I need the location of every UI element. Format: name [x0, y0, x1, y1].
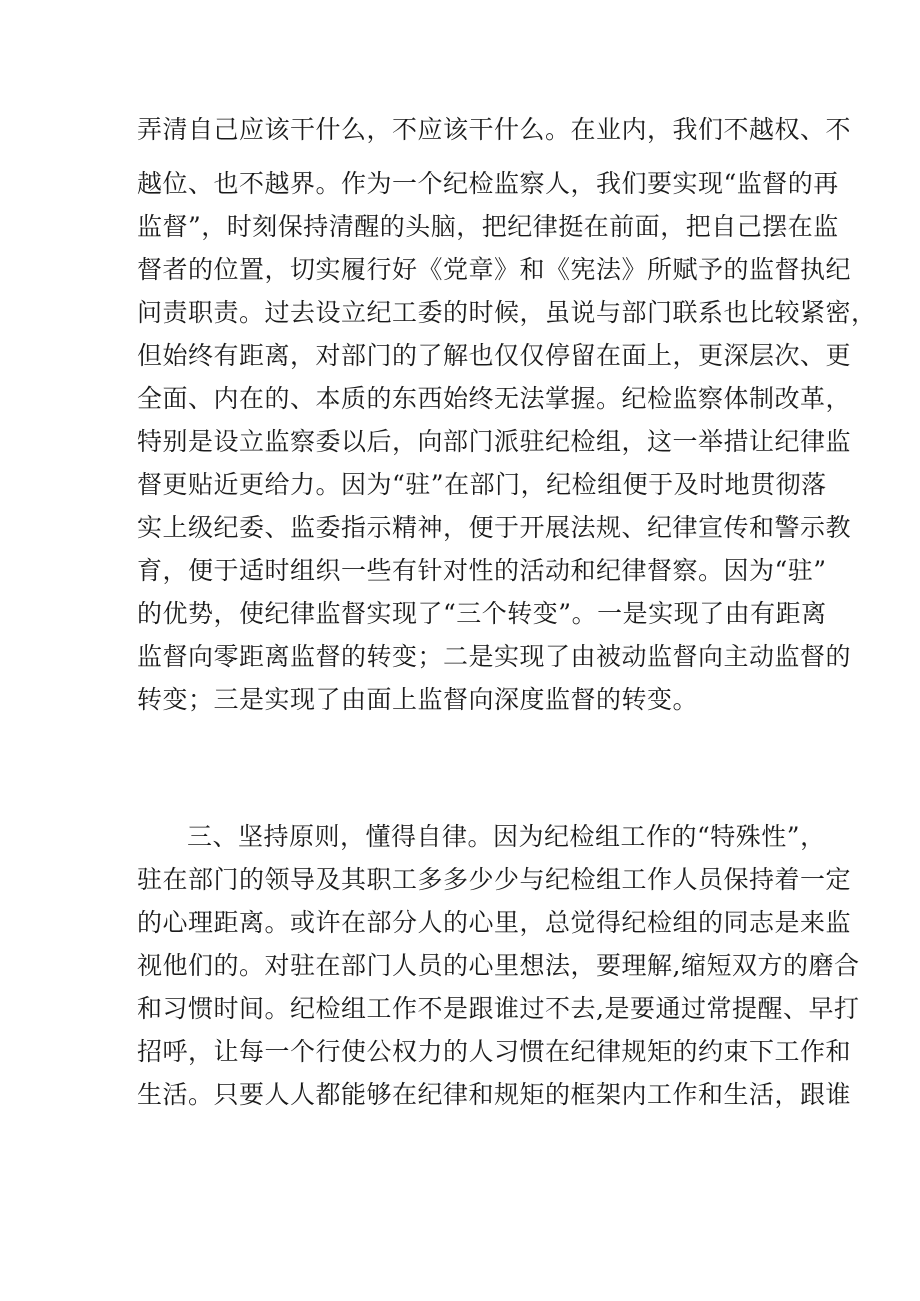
paragraph-2-line: 的心理距离。或许在部分人的心里，总觉得纪检组的同志是来监 — [137, 908, 852, 937]
paragraph-1-line: 弄清自己应该干什么，不应该干什么。在业内，我们不越权、不 — [137, 115, 852, 144]
paragraph-1-line: 督更贴近更给力。因为“驻”在部门，纪检组便于及时地贯彻落 — [137, 470, 827, 499]
paragraph-1-line: 特别是设立监察委以后，向部门派驻纪检组，这一举措让纪律监 — [137, 427, 852, 456]
paragraph-1-line: 但始终有距离，对部门的了解也仅仅停留在面上，更深层次、更 — [137, 341, 852, 370]
paragraph-1-line: 的优势，使纪律监督实现了“三个转变”。一是实现了由有距离 — [137, 599, 827, 628]
paragraph-2-line: 和习惯时间。纪检组工作不是跟谁过不去,是要通过常提醒、早打 — [137, 994, 860, 1023]
paragraph-1-line: 转变；三是实现了由面上监督向深度监督的转变。 — [137, 685, 699, 714]
paragraph-2-line: 驻在部门的领导及其职工多多少少与纪检组工作人员保持着一定 — [137, 865, 852, 894]
paragraph-1-line: 育，便于适时组织一些有针对性的活动和纪律督察。因为“驻” — [137, 556, 827, 585]
paragraph-2-line: 视他们的。对驻在部门人员的心里想法，要理解,缩短双方的磨合 — [137, 951, 860, 980]
paragraph-2-line: 三、坚持原则，懂得自律。因为纪检组工作的“特殊性”， — [187, 822, 826, 851]
paragraph-1-line: 越位、也不越界。作为一个纪检监察人，我们要实现“监督的再 — [137, 169, 839, 198]
paragraph-1-line: 监督”，时刻保持清醒的头脑，把纪律挺在前面，把自己摆在监 — [137, 212, 839, 241]
paragraph-2-line: 招呼，让每一个行使公权力的人习惯在纪律规矩的约束下工作和 — [137, 1037, 852, 1066]
paragraph-2-line: 生活。只要人人都能够在纪律和规矩的框架内工作和生活，跟谁 — [137, 1080, 852, 1109]
paragraph-1-line: 问责职责。过去设立纪工委的时候，虽说与部门联系也比较紧密， — [137, 298, 877, 327]
paragraph-1-line: 监督向零距离监督的转变；二是实现了由被动监督向主动监督的 — [137, 642, 852, 671]
paragraph-1-line: 全面、内在的、本质的东西始终无法掌握。纪检监察体制改革， — [137, 384, 852, 413]
paragraph-1-line: 督者的位置，切实履行好《党章》和《宪法》所赋予的监督执纪 — [137, 255, 852, 284]
paragraph-1-line: 实上级纪委、监委指示精神，便于开展法规、纪律宣传和警示教 — [137, 513, 852, 542]
